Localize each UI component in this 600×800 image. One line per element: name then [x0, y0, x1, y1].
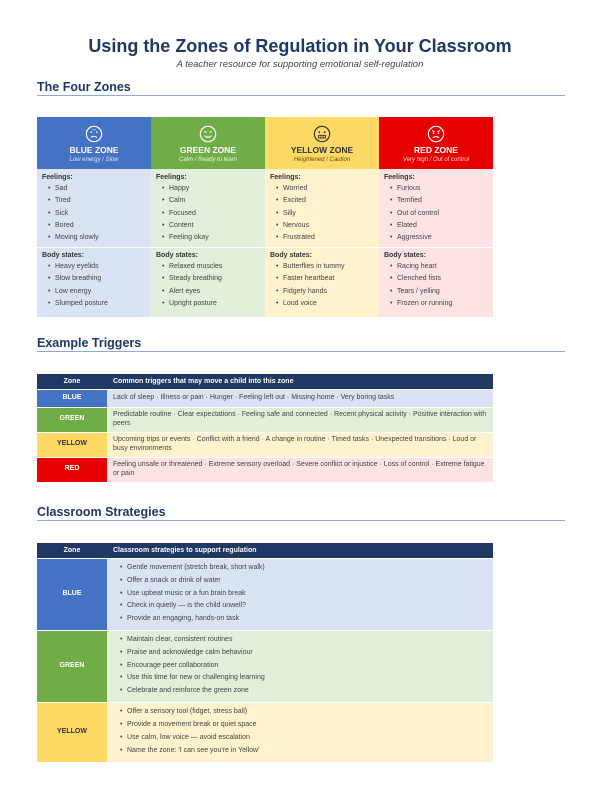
list-item: • Use calm, low voice — avoid escalation — [113, 732, 487, 745]
list-item: • Upright posture — [156, 298, 261, 310]
list-item: • Racing heart — [384, 261, 489, 273]
zone-cell-yellow: YELLOW — [37, 432, 107, 457]
table-row — [37, 630, 493, 702]
zone-cell-green: GREEN — [37, 630, 107, 702]
list-item: • Clenched fists — [384, 273, 489, 285]
strategy-cell — [107, 702, 493, 762]
body-states-label: Body states: — [156, 252, 199, 259]
angry-face-icon — [427, 125, 445, 143]
list-item: • Frustrated — [270, 232, 375, 244]
zone-cell-blue: BLUE — [37, 389, 107, 407]
list-item: • Terrified — [384, 195, 489, 207]
list-item: • Frozen or running — [384, 298, 489, 310]
list-item: • Offer a snack or drink of water — [113, 575, 487, 588]
list-item: • Fidgety hands — [270, 286, 375, 298]
list-item: • Offer a sensory tool (fidget, stress ball) — [113, 706, 487, 719]
list-item: • Tears / yelling — [384, 286, 489, 298]
list-item: • Faster heartbeat — [270, 273, 375, 285]
zone-column-green — [151, 117, 265, 317]
column-header-zone: Zone — [37, 543, 107, 558]
zone-divider — [379, 247, 493, 248]
table-row — [37, 558, 493, 630]
list-item: • Provide an engaging, hands-on task — [113, 613, 487, 626]
section-rule — [37, 351, 565, 352]
list-item: • Nervous — [270, 220, 375, 232]
list-item: • Maintain clear, consistent routines — [113, 634, 487, 647]
list-item: • Calm — [156, 195, 261, 207]
table-header-row — [37, 374, 493, 389]
zone-column-blue — [37, 117, 151, 317]
zone-name: BLUE ZONE — [69, 145, 119, 155]
section-heading-strategies: Classroom Strategies — [37, 505, 166, 519]
zone-body-states — [37, 249, 151, 310]
section-heading-triggers: Example Triggers — [37, 336, 142, 350]
section-rule — [37, 95, 565, 96]
list-item: • Aggressive — [384, 232, 489, 244]
list-item: • Use this time for new or challenging learning — [113, 672, 487, 685]
page-title: Using the Zones of Regulation in Your Classroom — [88, 36, 512, 56]
list-item: • Alert eyes — [156, 286, 261, 298]
zones-grid — [37, 117, 493, 317]
list-item: • Heavy eyelids — [42, 261, 147, 273]
list-item: • Slow breathing — [42, 273, 147, 285]
zone-cell-blue: BLUE — [37, 558, 107, 630]
zone-body-states — [379, 249, 493, 310]
list-item: • Feeling okay — [156, 232, 261, 244]
zone-header-red — [379, 117, 493, 169]
list-item: • Moving slowly — [42, 232, 147, 244]
zone-header-green — [151, 117, 265, 169]
happy-face-icon — [199, 125, 217, 143]
zone-body-states — [151, 249, 265, 310]
table-row — [37, 457, 493, 482]
strategy-cell — [107, 630, 493, 702]
zone-feelings — [37, 169, 151, 244]
trigger-text: Feeling unsafe or threatened · Extreme sensory overload · Severe conflict or injustice · Loss of control · Extreme fatigue or pain — [107, 457, 493, 482]
strategy-cell — [107, 558, 493, 630]
list-item: • Check in quietly — is the child unwell? — [113, 600, 487, 613]
list-item: • Celebrate and reinforce the green zone — [113, 685, 487, 698]
feelings-label: Feelings: — [270, 174, 301, 181]
table-row — [37, 432, 493, 457]
section-heading-four-zones: The Four Zones — [37, 80, 131, 94]
list-item: • Elated — [384, 220, 489, 232]
list-item: • Loud voice — [270, 298, 375, 310]
list-item: • Excited — [270, 195, 375, 207]
zone-feelings — [265, 169, 379, 244]
list-item: • Content — [156, 220, 261, 232]
body-states-label: Body states: — [270, 252, 313, 259]
zone-divider — [265, 247, 379, 248]
list-item: • Praise and acknowledge calm behaviour — [113, 647, 487, 660]
table-row — [37, 702, 493, 762]
table-row — [37, 407, 493, 432]
list-item: • Provide a movement break or quiet space — [113, 719, 487, 732]
zone-feelings — [379, 169, 493, 244]
trigger-text: Upcoming trips or events · Conflict with a friend · A change in routine · Timed tasks · Unexpected transitions · Loud or busy environments — [107, 432, 493, 457]
zone-header-blue — [37, 117, 151, 169]
feelings-label: Feelings: — [384, 174, 415, 181]
strategies-table — [37, 543, 493, 762]
worried-face-icon — [313, 125, 331, 143]
zone-name: YELLOW ZONE — [290, 145, 354, 155]
feelings-label: Feelings: — [156, 174, 187, 181]
zone-tagline: Calm / Ready to learn — [178, 157, 238, 163]
feelings-label: Feelings: — [42, 174, 73, 181]
column-header-strategies: Classroom strategies to support regulation — [107, 543, 493, 558]
zone-cell-green: GREEN — [37, 407, 107, 432]
list-item: • Slumped posture — [42, 298, 147, 310]
zone-cell-red: RED — [37, 457, 107, 482]
list-item: • Furious — [384, 183, 489, 195]
trigger-text: Predictable routine · Clear expectations · Feeling safe and connected · Recent physical activity · Positive interaction with peers — [107, 407, 493, 432]
table-row — [37, 389, 493, 407]
zone-tagline: Heightened / Caution — [293, 157, 351, 163]
list-item: • Steady breathing — [156, 273, 261, 285]
list-item: • Relaxed muscles — [156, 261, 261, 273]
list-item: • Gentle movement (stretch break, short walk) — [113, 562, 487, 575]
list-item: • Out of control — [384, 208, 489, 220]
body-states-label: Body states: — [42, 252, 85, 259]
zone-divider — [151, 247, 265, 248]
list-item: • Silly — [270, 208, 375, 220]
body-states-label: Body states: — [384, 252, 427, 259]
list-item: • Encourage peer collaboration — [113, 660, 487, 673]
list-item: • Worried — [270, 183, 375, 195]
zone-column-red — [379, 117, 493, 317]
zone-body-states — [265, 249, 379, 310]
list-item: • Sick — [42, 208, 147, 220]
column-header-zone: Zone — [37, 374, 107, 389]
page-subtitle: A teacher resource for supporting emotional self-regulation — [176, 59, 424, 70]
list-item: • Happy — [156, 183, 261, 195]
zone-column-yellow — [265, 117, 379, 317]
table-header-row — [37, 543, 493, 558]
list-item: • Low energy — [42, 286, 147, 298]
list-item: • Butterflies in tummy — [270, 261, 375, 273]
zone-header-yellow — [265, 117, 379, 169]
trigger-text: Lack of sleep · Illness or pain · Hunger · Feeling left out · Missing home · Very boring tasks — [107, 389, 493, 407]
list-item: • Use upbeat music or a fun brain break — [113, 588, 487, 601]
zone-name: RED ZONE — [414, 145, 458, 155]
zone-tagline: Low energy / Slow — [69, 157, 119, 163]
zone-divider — [37, 247, 151, 248]
list-item: • Focused — [156, 208, 261, 220]
column-header-triggers: Common triggers that may move a child into this zone — [107, 374, 493, 389]
section-rule — [37, 520, 565, 521]
triggers-table — [37, 374, 493, 482]
sad-face-icon — [85, 125, 103, 143]
list-item: • Name the zone: 'I can see you're in Yellow' — [113, 745, 487, 758]
zone-name: GREEN ZONE — [179, 145, 237, 155]
list-item: • Tired — [42, 195, 147, 207]
zone-feelings — [151, 169, 265, 244]
zone-cell-yellow: YELLOW — [37, 702, 107, 762]
list-item: • Sad — [42, 183, 147, 195]
list-item: • Bored — [42, 220, 147, 232]
zone-tagline: Very high / Out of control — [402, 157, 470, 163]
